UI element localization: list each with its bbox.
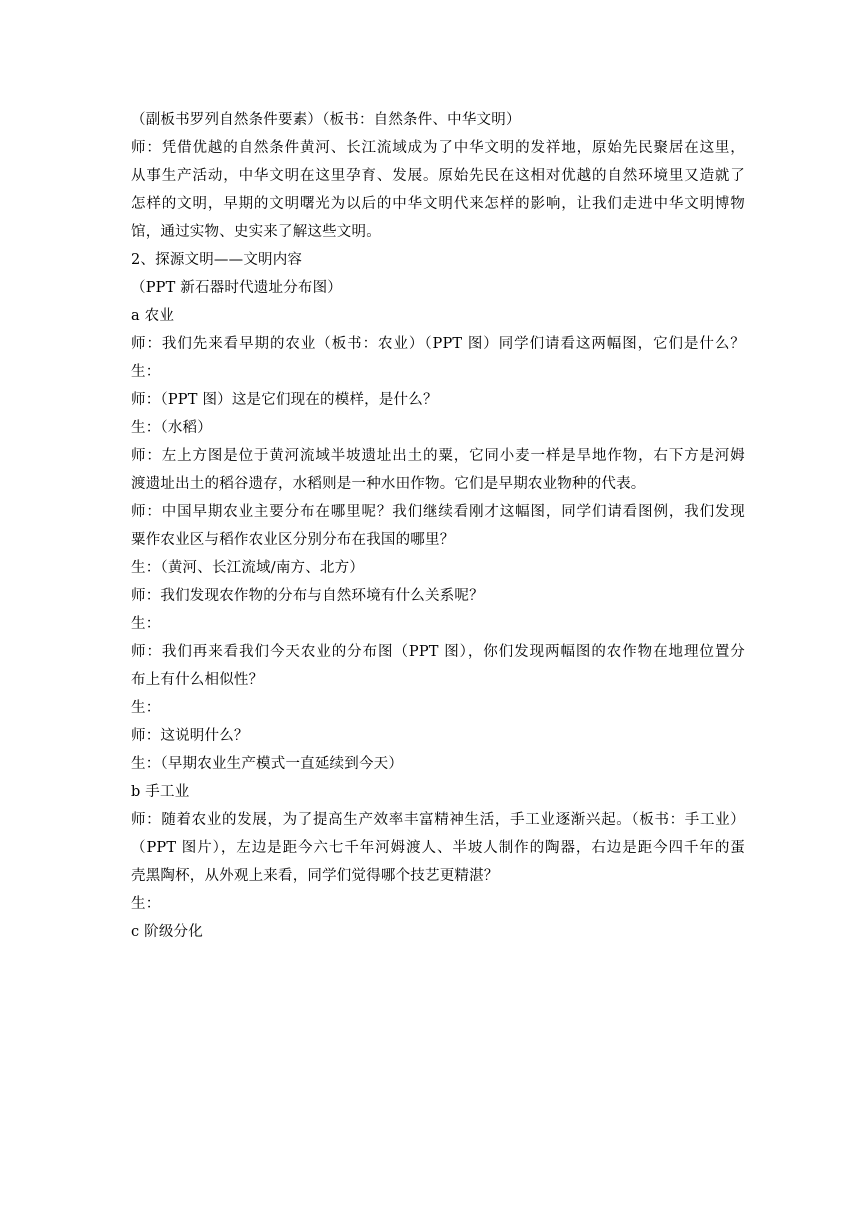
paragraph-line: （PPT 图片），左边是距今六七千年河姆渡人、半坡人制作的陶器，右边是距今四千年的蛋 <box>131 840 745 856</box>
paragraph-line: 师：这说明什么？ <box>131 728 249 744</box>
paragraph-line: 壳黑陶杯，从外观上来看，同学们觉得哪个技艺更精湛？ <box>131 868 499 884</box>
paragraph-line: 师：我们先来看早期的农业（板书：农业）（PPT 图）同学们请看这两幅图，它们是什么？ <box>131 336 745 352</box>
paragraph-line: 生： <box>131 896 161 912</box>
paragraph-line: 师：随着农业的发展，为了提高生产效率丰富精神生活，手工业逐渐兴起。（板书：手工业） <box>131 812 745 828</box>
paragraph-line: 怎样的文明，早期的文明曙光为以后的中华文明代来怎样的影响，让我们走进中华文明博物 <box>131 196 745 212</box>
subsection-heading: a 农业 <box>131 308 175 324</box>
paragraph-line: 布上有什么相似性？ <box>131 672 264 688</box>
paragraph-line: 粟作农业区与稻作农业区分别分布在我国的哪里？ <box>131 532 455 548</box>
subsection-heading: b 手工业 <box>131 784 190 800</box>
paragraph-line: 师：中国早期农业主要分布在哪里呢？我们继续看刚才这幅图，同学们请看图例，我们发现 <box>131 504 745 520</box>
section-heading: 2、探源文明——文明内容 <box>131 252 303 268</box>
paragraph-line: 师：我们再来看我们今天农业的分布图（PPT 图），你们发现两幅图的农作物在地理位置分 <box>131 644 745 660</box>
subsection-heading: c 阶级分化 <box>131 924 203 940</box>
paragraph-line: （PPT 新石器时代遗址分布图） <box>131 280 342 296</box>
paragraph-line: 生： <box>131 364 161 380</box>
paragraph-line: （副板书罗列自然条件要素）（板书：自然条件、中华文明） <box>131 112 521 128</box>
paragraph-line: 生： <box>131 616 161 632</box>
paragraph-line: 生：（早期农业生产模式一直延续到今天） <box>131 756 404 772</box>
paragraph-line: 师：（PPT 图）这是它们现在的模样，是什么？ <box>131 392 438 408</box>
paragraph-line: 师：左上方图是位于黄河流域半坡遗址出土的粟，它同小麦一样是旱地作物，右下方是河姆 <box>131 448 745 464</box>
paragraph-line: 渡遗址出土的稻谷遗存，水稻则是一种水田作物。它们是早期农业物种的代表。 <box>131 476 646 492</box>
document-body <box>131 106 745 946</box>
paragraph-line: 馆，通过实物、史实来了解这些文明。 <box>131 224 381 240</box>
paragraph-line: 师：我们发现农作物的分布与自然环境有什么关系呢？ <box>131 588 484 604</box>
paragraph-line: 生： <box>131 700 161 716</box>
paragraph-line: 从事生产活动，中华文明在这里孕育、发展。原始先民在这相对优越的自然环境里又造就了 <box>131 168 745 184</box>
paragraph-line: 师：凭借优越的自然条件黄河、长江流域成为了中华文明的发祥地，原始先民聚居在这里， <box>131 140 745 156</box>
paragraph-line: 生：（黄河、长江流域/南方、北方） <box>131 560 365 576</box>
paragraph-line: 生：（水稻） <box>131 420 212 436</box>
